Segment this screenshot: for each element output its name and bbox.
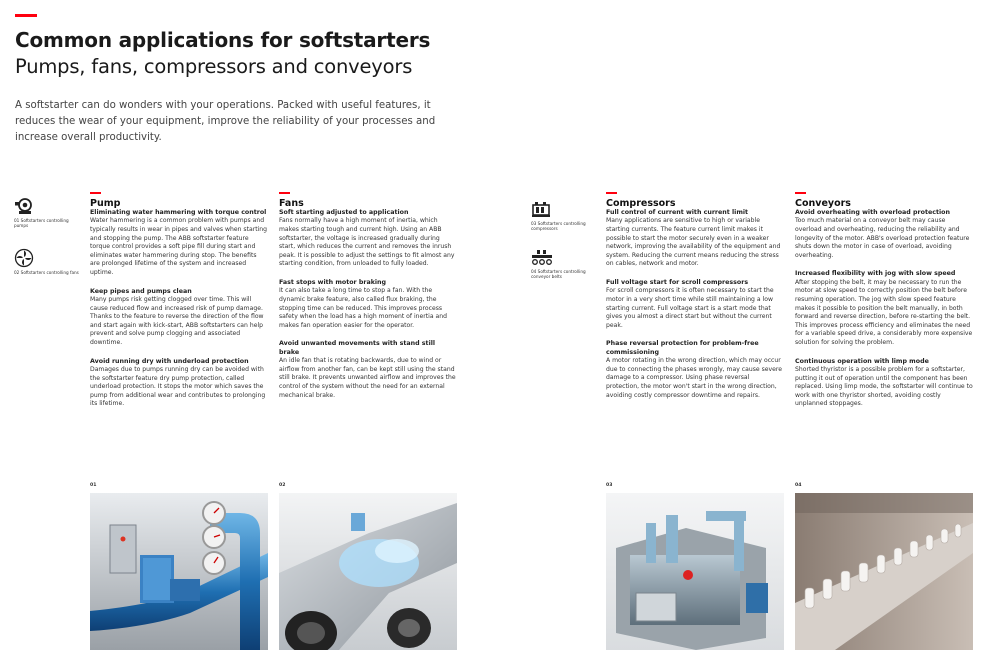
- image-label: 03: [606, 483, 613, 488]
- section-heading: Full control of current with current limit: [606, 209, 749, 216]
- intro-paragraph: A softstarter can do wonders with your operations. Packed with useful features, it reduces the wear of your equipment, improve the reliability of your processes and increase overall productivity.: [15, 100, 436, 143]
- column-accent-bar: [90, 192, 101, 194]
- section-heading: Avoid running dry with underload protection: [90, 357, 249, 365]
- section: [90, 288, 268, 348]
- column-fans: [279, 192, 457, 410]
- section: [795, 358, 973, 409]
- section-heading: Avoid unwanted movements with stand still brake: [279, 340, 436, 356]
- section-body: Many applications are sensitive to high or variable starting currents. The feature current limit makes it possible to start the motor securely even in a weaker network, improving the availability of the equipment and system. Reducing the current means reducing the stress on cables, network and motor.: [606, 217, 781, 268]
- section-heading: Fast stops with motor braking: [279, 278, 387, 286]
- icon-caption: 02 Softstarters controlling fans: [14, 270, 79, 275]
- column-pump: [90, 192, 268, 419]
- image-label: 01: [90, 483, 97, 488]
- image-label: 02: [279, 483, 286, 488]
- section-body: An idle fan that is rotating backwards, due to wind or airflow from another fan, can be kept still using the stand still brake. It prevents unwanted airflow and improves the control of the system without the need for an external mechanical brake.: [279, 357, 456, 399]
- section: [279, 340, 457, 400]
- image-label: 04: [795, 483, 802, 488]
- column-title: Conveyors: [795, 198, 851, 209]
- conveyor-icon: [531, 249, 553, 267]
- column-title: Pump: [90, 198, 121, 209]
- section-heading: Phase reversal protection for problem-free commissioning: [606, 340, 759, 356]
- icon-caption: 01 Softstarters controlling pumps: [14, 218, 69, 229]
- section-body: Too much material on a conveyor belt may cause overload and overheating, reducing the reliability and longevity of the motor. ABB's overload protection feature shuts down the motor in case of overload, avoiding overheating.: [795, 217, 970, 259]
- section: [279, 209, 457, 269]
- section-heading: Continuous operation with limp mode: [795, 357, 929, 365]
- section-body: Damages due to pumps running dry can be avoided with the softstarter feature dry pump protection, called underload protection. It stops the motor which saves the pump from additional wear and contributes to prolonging its lifetime.: [90, 365, 266, 408]
- conveyors-photo: [795, 493, 973, 650]
- icon-caption-conveyors: [531, 249, 601, 279]
- section: [90, 358, 268, 409]
- fans-photo: [279, 493, 457, 650]
- column-accent-bar: [795, 192, 806, 194]
- section-body: After stopping the belt, it may be necessary to run the motor at slow speed to correctly position the belt before resuming operation. The jog with slow speed feature makes it possible to position the belt manually, in both forward and reverse direction, before re-starting the belt. This improves process efficiency and eliminates the need for a variable speed drive, a considerably more expensive solution for solving the problem.: [795, 278, 973, 346]
- section-body: Shorted thyristor is a possible problem for a softstarter, putting it out of operation until the component has been replaced. Using limp mode, the softstarter will continue to work with one thyristor shorted, avoiding costly unplanned stoppages.: [795, 365, 973, 408]
- icon-caption-pumps: [14, 196, 84, 228]
- section-heading: Eliminating water hammering with torque control: [90, 209, 267, 216]
- icon-caption: 03 Softstarters controlling compressors: [531, 221, 586, 232]
- section-heading: Soft starting adjusted to application: [279, 209, 409, 216]
- section-body: Water hammering is a common problem with pumps and typically results in wear in pipes and valves when starting and stopping the pump. The ABB softstarter feature torque control provides a soft pipe fill during start and eliminates water hammering during stop. The benefits are prolonged lifetime of the system and increased uptime.: [90, 217, 268, 276]
- column-conveyors: [795, 192, 973, 419]
- section: [90, 209, 268, 278]
- section-heading: Keep pipes and pumps clean: [90, 287, 192, 295]
- icon-caption-fans: [14, 248, 84, 275]
- section-body: Many pumps risk getting clogged over time. This will cause reduced flow and increased risk of pump damage. Thanks to the feature to reverse the direction of the flow and start again with kick-start, ABB softstarters can help prevent and solve pump clogging and associated downtime.: [90, 295, 264, 346]
- section: [795, 209, 973, 260]
- column-accent-bar: [279, 192, 290, 194]
- compressor-icon: [531, 201, 551, 219]
- accent-bar: [15, 14, 37, 17]
- section: [606, 279, 784, 330]
- section-body: For scroll compressors it is often necessary to start the motor in a very short time while still maintaining a low starting current. Full voltage start is a start mode that gives you almost a direct start but without the current peak.: [606, 287, 774, 329]
- column-accent-bar: [606, 192, 617, 194]
- page-title: Common applications for softstarters: [15, 28, 431, 52]
- column-compressors: [606, 192, 784, 410]
- pump-photo: [90, 493, 268, 650]
- section: [279, 279, 457, 330]
- fan-icon: [14, 248, 34, 268]
- column-title: Fans: [279, 198, 304, 209]
- icon-caption: 04 Softstarters controlling conveyor belts: [531, 269, 586, 280]
- icon-caption-compressors: [531, 201, 601, 231]
- section: [606, 209, 784, 269]
- section-heading: Increased flexibility with jog with slow speed: [795, 270, 956, 278]
- compressors-photo: [606, 493, 784, 650]
- column-title: Compressors: [606, 198, 676, 209]
- section: [795, 270, 973, 347]
- section-heading: Avoid overheating with overload protection: [795, 209, 950, 216]
- section: [606, 340, 784, 400]
- page-subtitle: Pumps, fans, compressors and conveyors: [15, 55, 413, 78]
- pump-icon: [14, 196, 34, 216]
- section-body: A motor rotating in the wrong direction, which may occur due to connecting the phases wrongly, may cause severe damage to a compressor. Using phase reversal protection, the motor won't start in the wrong direction, avoiding costly compressor downtime and repairs.: [606, 357, 782, 399]
- section-body: It can also take a long time to stop a fan. With the dynamic brake feature, also called flux braking, the stopping time can be reduced. This improves process safety when the load has a high moment of inertia and makes fan operation easier for the operator.: [279, 287, 448, 329]
- section-heading: Full voltage start for scroll compressors: [606, 278, 749, 286]
- section-body: Fans normally have a high moment of inertia, which makes starting tough and current high. Using an ABB softstarter, the voltage is increased gradually during start, which reduces the current and removes the inrush peak. It is possible to adjust the settings to fit almost any starting condition, from unloaded to fully loaded.: [279, 217, 455, 268]
